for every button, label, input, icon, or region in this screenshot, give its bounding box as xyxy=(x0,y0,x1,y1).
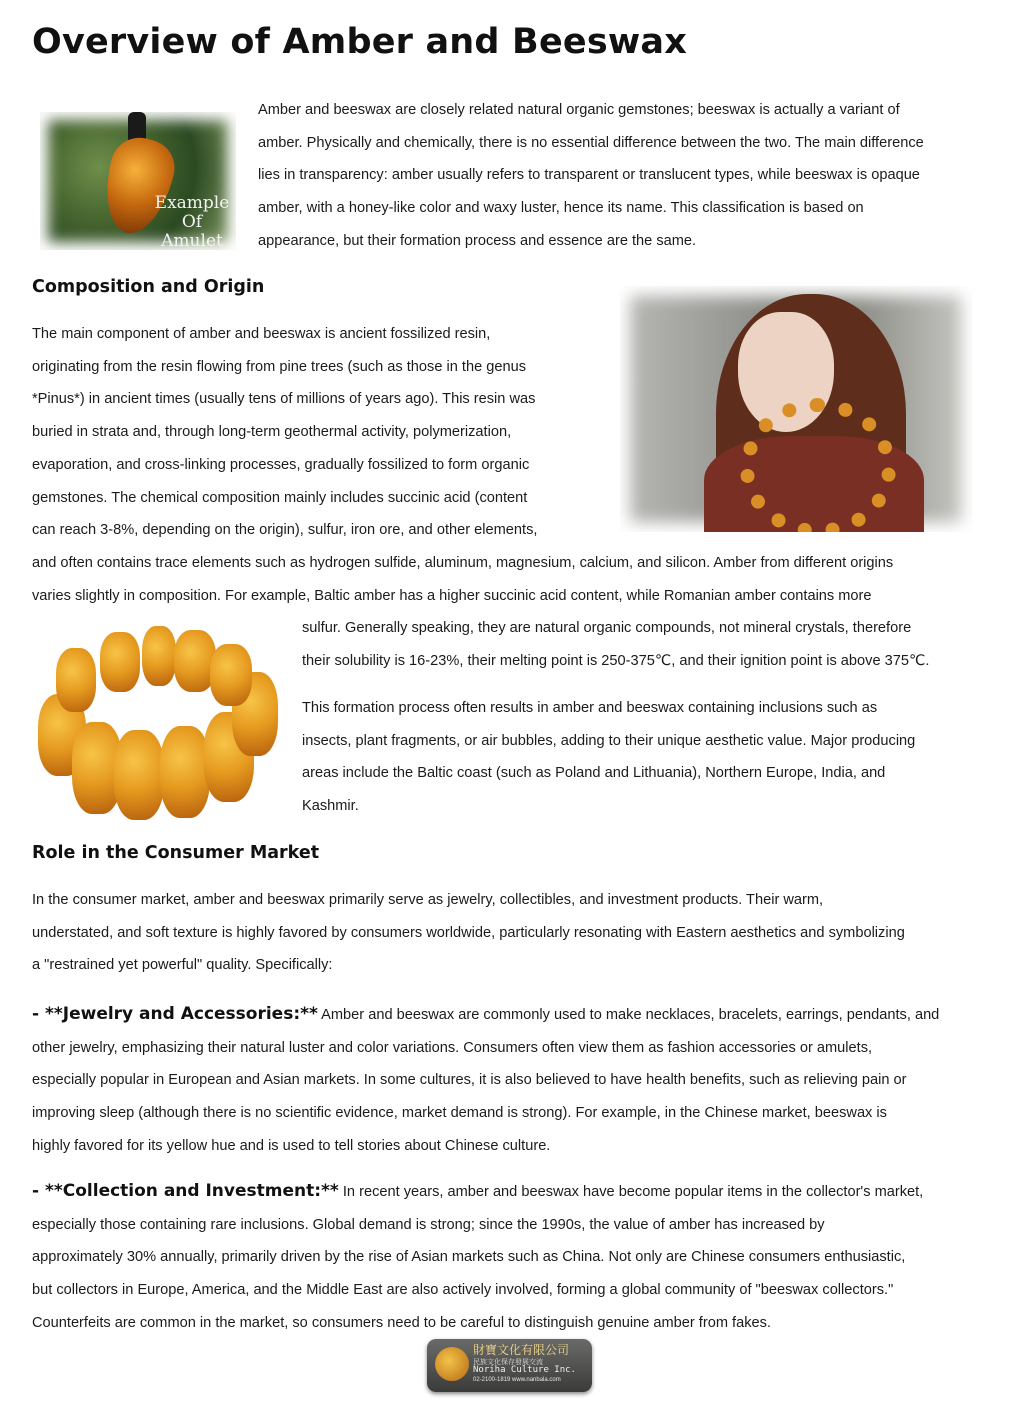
composition-line: originating from the resin flowing from pine trees (such as those in the genus xyxy=(32,358,527,375)
intro-line: amber. Physically and chemically, there is no essential difference between the two. The main difference xyxy=(258,134,924,151)
composition-line: varies slightly in composition. For example, Baltic amber has a higher succinic acid content, while Romanian amber contains more xyxy=(32,587,872,604)
collection-lead: - **Collection and Investment:** xyxy=(32,1181,339,1201)
intro-paragraph xyxy=(258,94,988,258)
composition-line: their solubility is 16-23%, their melting point is 250-375℃, and their ignition point is above 375℃. xyxy=(302,652,930,669)
collection-line: Counterfeits are common in the market, so consumers need to be careful to distinguish genuine amber from fakes. xyxy=(32,1314,771,1331)
section-heading-composition: Composition and Origin xyxy=(32,277,265,297)
collection-line: but collectors in Europe, America, and the Middle East are also actively involved, forming a global community of "beeswax collectors." xyxy=(32,1282,894,1299)
market-line: In the consumer market, amber and beeswax primarily serve as jewelry, collectibles, and investment products. Their warm, xyxy=(32,892,824,908)
formation-line: insects, plant fragments, or air bubbles, adding to their unique aesthetic value. Major producing xyxy=(302,732,916,749)
logo-mark-icon xyxy=(435,1347,469,1381)
composition-line: evaporation, and cross-linking processes, gradually fossilized to form organic xyxy=(32,456,530,473)
composition-line: sulfur. Generally speaking, they are natural organic compounds, not mineral crystals, therefore xyxy=(302,620,912,636)
composition-paragraph-wide xyxy=(32,547,992,612)
formation-line: areas include the Baltic coast (such as Poland and Lithuania), Northern Europe, India, and xyxy=(302,765,886,782)
market-line: understated, and soft texture is highly favored by consumers worldwide, particularly resonating with Eastern aesthetics and symbolizing xyxy=(32,924,905,941)
amber-bracelet-image xyxy=(34,622,282,822)
logo-contact: 02-2100-1819 www.nanbala.com xyxy=(473,1377,561,1383)
bracelet-bead xyxy=(160,726,210,818)
composition-line: The main component of amber and beeswax is ancient fossilized resin, xyxy=(32,326,491,342)
intro-line: amber, with a honey-like color and waxy luster, hence its name. This classification is based on xyxy=(258,200,864,217)
collection-line: approximately 30% annually, primarily driven by the rise of Asian markets such as China. Not only are Chinese consumers enthusiastic, xyxy=(32,1249,906,1266)
bracelet-bead xyxy=(210,644,252,706)
collection-paragraph xyxy=(32,1175,992,1340)
bracelet-bead xyxy=(142,626,176,686)
jewelry-paragraph xyxy=(32,998,992,1163)
composition-line: *Pinus*) in ancient times (usually tens of millions of years ago). This resin was xyxy=(32,391,536,408)
company-logo xyxy=(427,1339,592,1392)
page-title: Overview of Amber and Beeswax xyxy=(32,22,687,62)
composition-line: and often contains trace elements such as hydrogen sulfide, aluminum, magnesium, calcium, and silicon. Amber from different origins xyxy=(32,555,894,571)
logo-subtitle: 民族文化保存發展交流 xyxy=(473,1359,543,1366)
jewelry-line: highly favored for its yellow hue and is used to tell stories about Chinese culture. xyxy=(32,1137,551,1154)
formation-line: Kashmir. xyxy=(302,798,359,815)
amulet-example-image xyxy=(40,112,236,250)
composition-paragraph xyxy=(32,318,622,547)
market-intro-paragraph xyxy=(32,884,992,982)
market-line: a "restrained yet powerful" quality. Specifically: xyxy=(32,957,333,974)
bracelet-bead xyxy=(114,730,164,820)
bracelet-bead xyxy=(100,632,140,692)
intro-line: appearance, but their formation process and essence are the same. xyxy=(258,232,697,249)
formation-line: This formation process often results in amber and beeswax containing inclusions such as xyxy=(302,700,878,716)
amber-necklace xyxy=(740,398,896,532)
collection-line: especially those containing rare inclusions. Global demand is strong; since the 1990s, the value of amber has increased by xyxy=(32,1216,825,1233)
collection-line: In recent years, amber and beeswax have become popular items in the collector's market, xyxy=(338,1184,924,1200)
woman-wearing-amber-image xyxy=(620,286,972,532)
composition-paragraph-right xyxy=(302,612,992,677)
jewelry-line: improving sleep (although there is no scientific evidence, market demand is strong). For example, in the Chinese market, beeswax is xyxy=(32,1105,887,1122)
bracelet-bead xyxy=(56,648,96,712)
section-heading-market: Role in the Consumer Market xyxy=(32,843,320,863)
jewelry-line: especially popular in European and Asian markets. In some cultures, it is also believed to have health benefits, such as relieving pain or xyxy=(32,1072,907,1089)
jewelry-line: Amber and beeswax are commonly used to make necklaces, bracelets, earrings, pendants, and xyxy=(317,1007,940,1023)
jewelry-lead: - **Jewelry and Accessories:** xyxy=(32,1004,318,1024)
logo-company-name: 財寶文化有限公司 xyxy=(473,1343,570,1357)
logo-english-name: Noriha Culture Inc. xyxy=(473,1365,576,1375)
composition-line: can reach 3-8%, depending on the origin), sulfur, iron ore, and other elements, xyxy=(32,522,538,539)
intro-line: Amber and beeswax are closely related natural organic gemstones; beeswax is actually a variant of xyxy=(258,102,900,118)
formation-paragraph xyxy=(302,692,992,823)
composition-line: buried in strata and, through long-term geothermal activity, polymerization, xyxy=(32,424,512,441)
intro-line: lies in transparency: amber usually refers to transparent or translucent types, while beeswax is opaque xyxy=(258,167,920,184)
jewelry-line: other jewelry, emphasizing their natural luster and color variations. Consumers often view them as fashion accessories or amulets, xyxy=(32,1039,873,1056)
image-caption: Example Of Amulet xyxy=(154,193,230,250)
composition-line: gemstones. The chemical composition mainly includes succinic acid (content xyxy=(32,489,528,506)
